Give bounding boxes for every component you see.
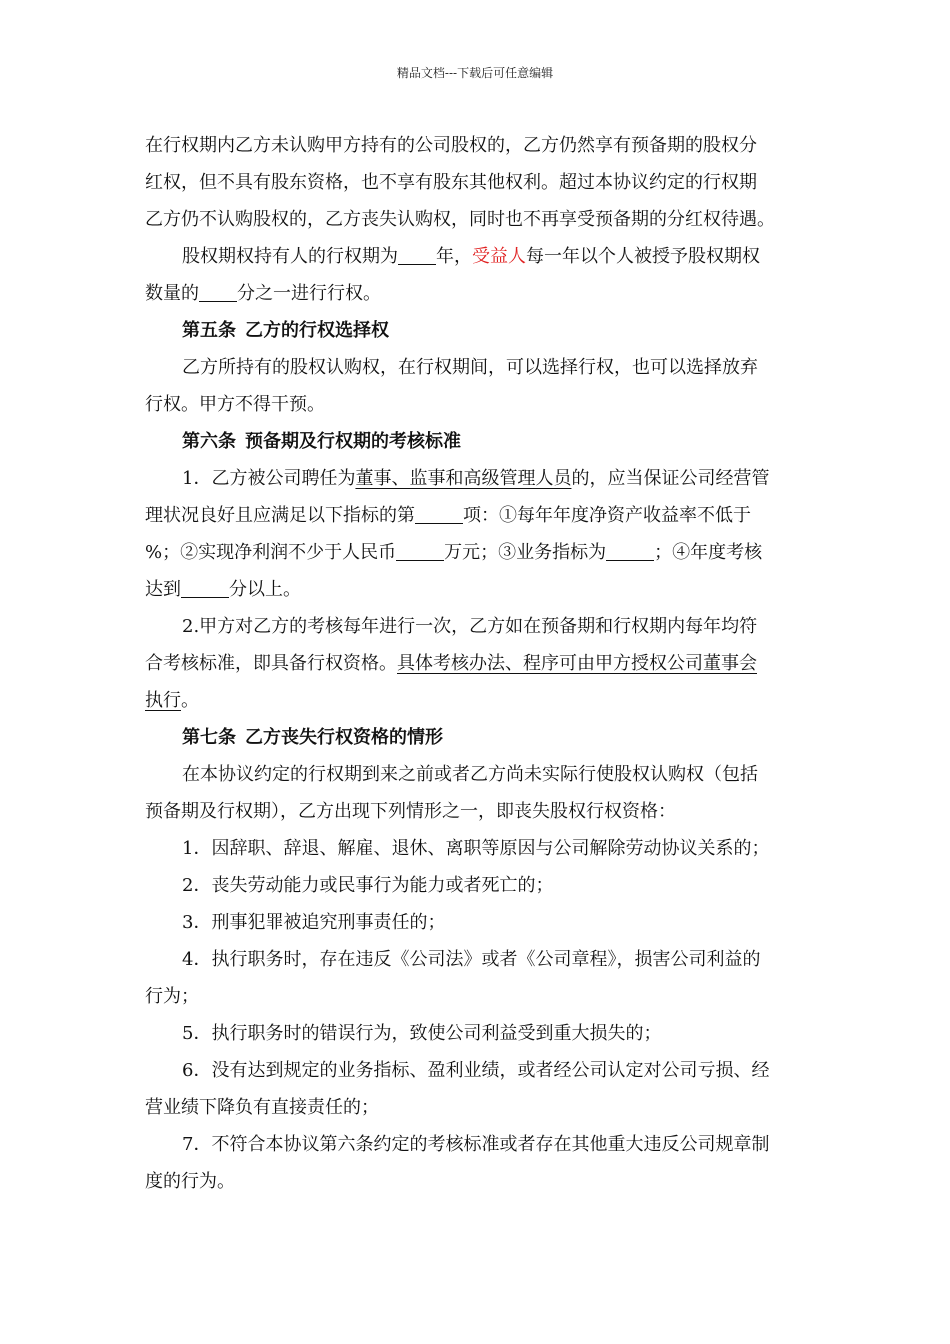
article6-item1-text-f: 万元；③业务指标为	[444, 542, 607, 563]
article6-item1-line3	[145, 534, 807, 571]
article7-heading	[145, 719, 807, 756]
page-header: 精品文档---下载后可任意编辑	[396, 66, 554, 80]
article6-item1-line4	[145, 571, 807, 608]
article6-heading	[145, 423, 807, 460]
article6-title: 预备期及行权期的考核标准	[245, 431, 461, 452]
article6-item1-text-c: 理状况良好且应满足以下指标的第	[145, 505, 415, 526]
article7-item7-line2: 度的行为。	[145, 1171, 235, 1192]
para2-text-d: 数量的	[145, 283, 199, 304]
execute-underlined: 执行	[145, 690, 181, 711]
article6-item1-text-g: ；④年度考核	[654, 542, 763, 563]
article6-item2-text-c: 。	[181, 690, 199, 711]
article7-item7-line1: 7．不符合本协议第六条约定的考核标准或者存在其他重大违反公司规章制	[182, 1134, 770, 1155]
para1-line3: 乙方仍不认购股权的，乙方丧失认购权，同时也不再享受预备期的分红权待遇。	[145, 209, 775, 230]
article6-item1-text-h: 达到	[145, 579, 181, 600]
para2-line1	[145, 238, 807, 275]
article7-intro-line2: 预备期及行权期），乙方出现下列情形之一，即丧失股权行权资格：	[145, 801, 676, 822]
article7-number: 第七条	[182, 727, 236, 748]
article7-intro-line1: 在本协议约定的行权期到来之前或者乙方尚未实际行使股权认购权（包括	[182, 764, 758, 785]
score-blank	[181, 575, 229, 598]
article7-item5: 5．执行职务时的错误行为，致使公司利益受到重大损失的；	[182, 1023, 662, 1044]
article5-line2: 行权。甲方不得干预。	[145, 394, 325, 415]
article5-heading	[145, 312, 807, 349]
article5-title: 乙方的行权选择权	[245, 320, 389, 341]
article6-item1-line1	[145, 460, 807, 497]
article7-item4-line1: 4．执行职务时，存在违反《公司法》或者《公司章程》，损害公司利益的	[182, 949, 761, 970]
article7-item6-line2: 营业绩下降负有直接责任的；	[145, 1097, 379, 1118]
para1-line2: 红权，但不具有股东资格，也不享有股东其他权利。超过本协议约定的行权期	[145, 172, 757, 193]
article6-item1-text-e: %；②实现净利润不少于人民币	[145, 542, 397, 563]
article6-number: 第六条	[182, 431, 236, 452]
article7-title: 乙方丧失行权资格的情形	[245, 727, 443, 748]
article6-item2-line1: 2.甲方对乙方的考核每年进行一次，乙方如在预备期和行权期内每年均符	[182, 616, 758, 637]
article7-item3: 3．刑事犯罪被追究刑事责任的；	[182, 912, 446, 933]
exercise-years-blank	[398, 242, 436, 265]
para2-text-c: 每一年以个人被授予股权期权	[526, 246, 760, 267]
article6-item2-line3	[145, 682, 807, 719]
article7-item1: 1．因辞职、辞退、解雇、退休、离职等原因与公司解除劳动协议关系的；	[182, 838, 770, 859]
indicator-number-blank	[415, 501, 463, 524]
article7-item6-line1: 6．没有达到规定的业务指标、盈利业绩，或者经公司认定对公司亏损、经	[182, 1060, 770, 1081]
article6-item1-text-d: 项：①每年年度净资产收益率不低于	[463, 505, 751, 526]
para2-line2	[145, 275, 807, 312]
article5-number: 第五条	[182, 320, 236, 341]
document-body	[145, 127, 807, 1200]
article7-item4-line2: 行为；	[145, 986, 199, 1007]
article6-item2-line2	[145, 645, 807, 682]
para2-text-b: 年，	[436, 246, 472, 267]
article5-line1: 乙方所持有的股权认购权，在行权期间，可以选择行权，也可以选择放弃	[182, 357, 758, 378]
article6-item1-text-b: 的，应当保证公司经营管	[571, 468, 770, 489]
para1-line1: 在行权期内乙方未认购甲方持有的公司股权的，乙方仍然享有预备期的股权分	[145, 135, 757, 156]
article6-item1-text-a: 1．乙方被公司聘任为	[182, 468, 356, 489]
positions-underlined: 董事、监事和高级管理人员	[355, 468, 572, 489]
para2-text-a: 股权期权持有人的行权期为	[182, 246, 398, 267]
article7-item2: 2．丧失劳动能力或民事行为能力或者死亡的；	[182, 875, 554, 896]
fraction-blank	[199, 279, 237, 302]
beneficiary-text: 受益人	[472, 246, 526, 267]
para2-text-e: 分之一进行行权。	[237, 283, 381, 304]
business-indicator-blank	[606, 538, 654, 561]
article6-item1-text-i: 分以上。	[229, 579, 301, 600]
assessment-method-underlined: 具体考核办法、程序可由甲方授权公司董事会	[397, 653, 757, 674]
article6-item1-line2	[145, 497, 807, 534]
net-profit-blank	[396, 538, 444, 561]
article6-item2-text-b: 合考核标准，即具备行权资格。	[145, 653, 397, 674]
